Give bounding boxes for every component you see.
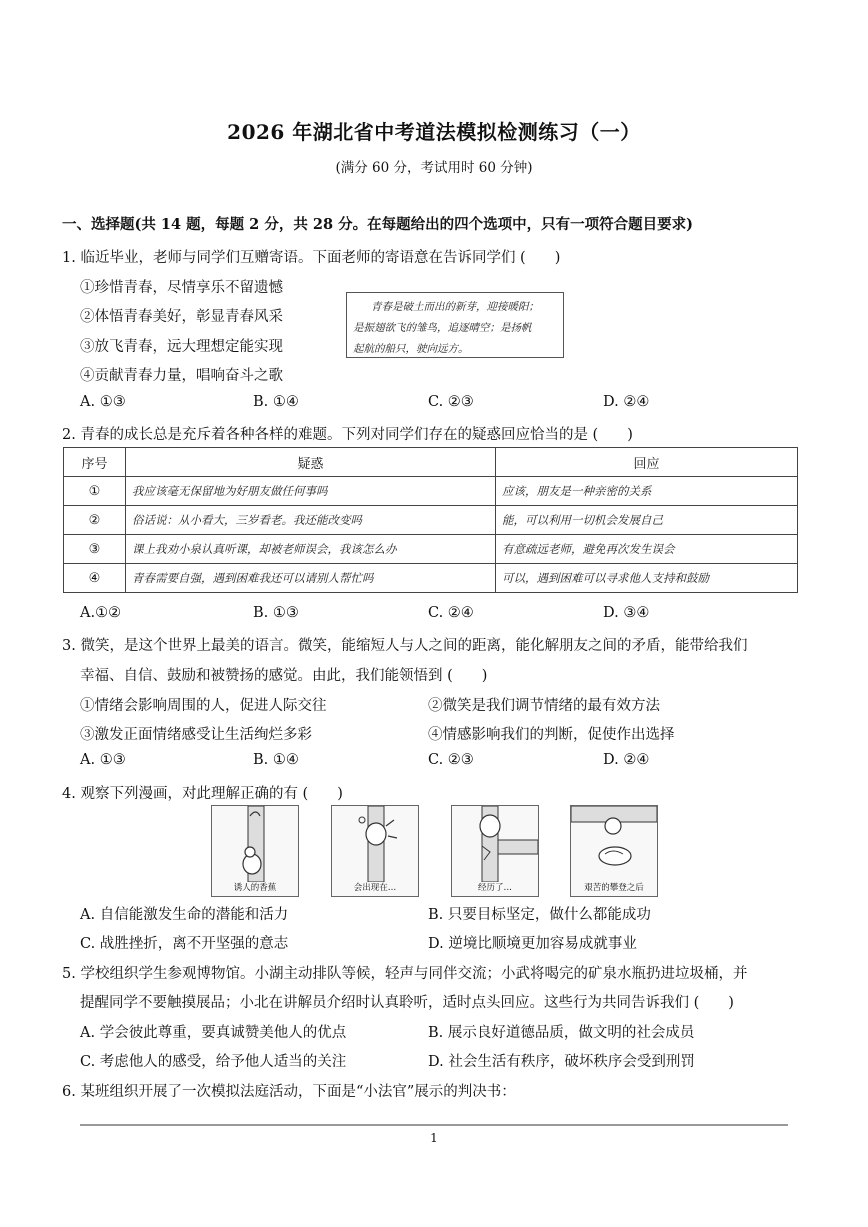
q3-option-b: B. ①④: [253, 752, 299, 768]
q2-table: [63, 447, 798, 593]
q2-option-a: A.①②: [80, 605, 122, 621]
row-doubt: 青春需要自强，遇到困难我还可以请别人帮忙吗: [126, 564, 496, 593]
q1-option-c: C. ②③: [428, 394, 474, 410]
table-row: [64, 564, 798, 593]
cartoon-caption: 诱人的香蕉: [233, 883, 277, 893]
q1-quote-card: [346, 292, 564, 358]
footer-divider: [80, 1124, 788, 1126]
q5-stem-line: 5. 学校组织学生参观博物馆。小湖主动排队等候，轻声与同伴交流；小武将喝完的矿泉水瓶扔进垃圾桶，并: [62, 966, 748, 982]
q1-stem: 1. 临近毕业，老师与同学们互赠寄语。下面老师的寄语意在告诉同学们 ( ): [62, 250, 561, 266]
table-row: [64, 506, 798, 535]
q4-option-a: A. 自信能激发生命的潜能和活力: [80, 907, 289, 923]
q3-item: ④情感影响我们的判断，促使作出选择: [428, 727, 675, 743]
section-heading: 一、选择题(共 14 题，每题 2 分，共 28 分。在每题给出的四个选项中，只有一项符合题目要求): [62, 216, 693, 233]
q3-item: ①情绪会影响周围的人，促进人际交往: [80, 698, 327, 714]
q3-option-a: A. ①③: [80, 752, 126, 768]
row-reply: 应该，朋友是一种亲密的关系: [496, 477, 798, 506]
header-num: 序号: [64, 448, 126, 477]
cartoon-panel-4: [570, 805, 658, 897]
q3-stem-line: 幸福、自信、鼓励和被赞扬的感觉。由此，我们能领悟到 ( ): [80, 668, 488, 684]
q5-option-a: A. 学会彼此尊重，要真诚赞美他人的优点: [80, 1025, 347, 1041]
q3-item: ②微笑是我们调节情绪的最有效方法: [428, 698, 660, 714]
row-doubt: 俗话说：从小看大，三岁看老。我还能改变吗: [126, 506, 496, 535]
exam-title: 2026 年湖北省中考道法模拟检测练习（一）: [227, 120, 641, 144]
page-number: 1: [430, 1131, 438, 1145]
header-reply: 回应: [496, 448, 798, 477]
q4-stem: 4. 观察下列漫画，对此理解正确的有 ( ): [62, 786, 343, 802]
cartoon-struggle-icon: [452, 806, 538, 882]
row-num: ②: [64, 506, 126, 535]
q1-option-a: A. ①③: [80, 394, 126, 410]
table-row: [64, 477, 798, 506]
q6-stem: 6. 某班组织开展了一次模拟法庭活动，下面是“小法官”展示的判决书：: [62, 1084, 516, 1100]
q1-item: ③放飞青春，远大理想定能实现: [80, 339, 283, 355]
cartoon-caption: 艰苦的攀登之后: [584, 883, 644, 893]
row-reply: 能，可以利用一切机会发展自己: [496, 506, 798, 535]
q2-option-d: D. ③④: [603, 605, 650, 621]
q1-item: ①珍惜青春，尽情享乐不留遗憾: [80, 280, 283, 296]
cartoon-caption: 会出现在…: [353, 883, 397, 893]
row-num: ④: [64, 564, 126, 593]
q5-option-b: B. 展示良好道德品质，做文明的社会成员: [428, 1025, 695, 1041]
q1-option-b: B. ①④: [253, 394, 299, 410]
row-reply: 有意疏远老师，避免再次发生误会: [496, 535, 798, 564]
cartoon-pole-icon: [212, 806, 298, 882]
cartoon-panel-1: [211, 805, 299, 897]
row-doubt: 课上我劝小泉认真听课，却被老师误会，我该怎么办: [126, 535, 496, 564]
q3-item: ③激发正面情绪感受让生活绚烂多彩: [80, 727, 312, 743]
q2-option-b: B. ①③: [253, 605, 299, 621]
quote-line: 是振翅欲飞的雏鸟，追逐晴空；是扬帆: [353, 322, 532, 334]
q4-option-c: C. 战胜挫折，离不开坚强的意志: [80, 936, 289, 952]
q3-option-c: C. ②③: [428, 752, 474, 768]
quote-line: 起航的船只，驶向远方。: [353, 343, 469, 355]
row-num: ③: [64, 535, 126, 564]
q3-option-d: D. ②④: [603, 752, 650, 768]
quote-line: 青春是破土而出的新芽，迎接暖阳；: [371, 301, 539, 313]
table-header-row: [64, 448, 798, 477]
cartoon-caption: 经历了…: [477, 883, 512, 893]
cartoon-panel-3: [451, 805, 539, 897]
row-reply: 可以，遇到困难可以寻求他人支持和鼓励: [496, 564, 798, 593]
cartoon-climb-icon: [332, 806, 418, 882]
q1-item: ④贡献青春力量，唱响奋斗之歌: [80, 368, 283, 384]
exam-subtitle: (满分 60 分，考试用时 60 分钟): [335, 160, 533, 176]
q4-option-b: B. 只要目标坚定，做什么都能成功: [428, 907, 651, 923]
header-doubt: 疑惑: [126, 448, 496, 477]
q5-stem-line: 提醒同学不要触摸展品；小北在讲解员介绍时认真聆听，适时点头回应。这些行为共同告诉我们 ( ): [80, 995, 734, 1011]
q1-item: ②体悟青春美好，彰显青春风采: [80, 309, 283, 325]
row-num: ①: [64, 477, 126, 506]
q5-option-c: C. 考虑他人的感受，给予他人适当的关注: [80, 1054, 347, 1070]
q5-option-d: D. 社会生活有秩序，破坏秩序会受到刑罚: [428, 1054, 695, 1070]
row-doubt: 我应该毫无保留地为好朋友做任何事吗: [126, 477, 496, 506]
q4-option-d: D. 逆境比顺境更加容易成就事业: [428, 936, 637, 952]
cartoon-panel-2: [331, 805, 419, 897]
q3-stem-line: 3. 微笑，是这个世界上最美的语言。微笑，能缩短人与人之间的距离，能化解朋友之间的矛盾，能带给我们: [62, 638, 748, 654]
q1-option-d: D. ②④: [603, 394, 650, 410]
q2-stem: 2. 青春的成长总是充斥着各种各样的难题。下列对同学们存在的疑惑回应恰当的是 ( ): [62, 427, 633, 443]
table-row: [64, 535, 798, 564]
q2-option-c: C. ②④: [428, 605, 474, 621]
cartoon-reward-icon: [571, 806, 657, 882]
